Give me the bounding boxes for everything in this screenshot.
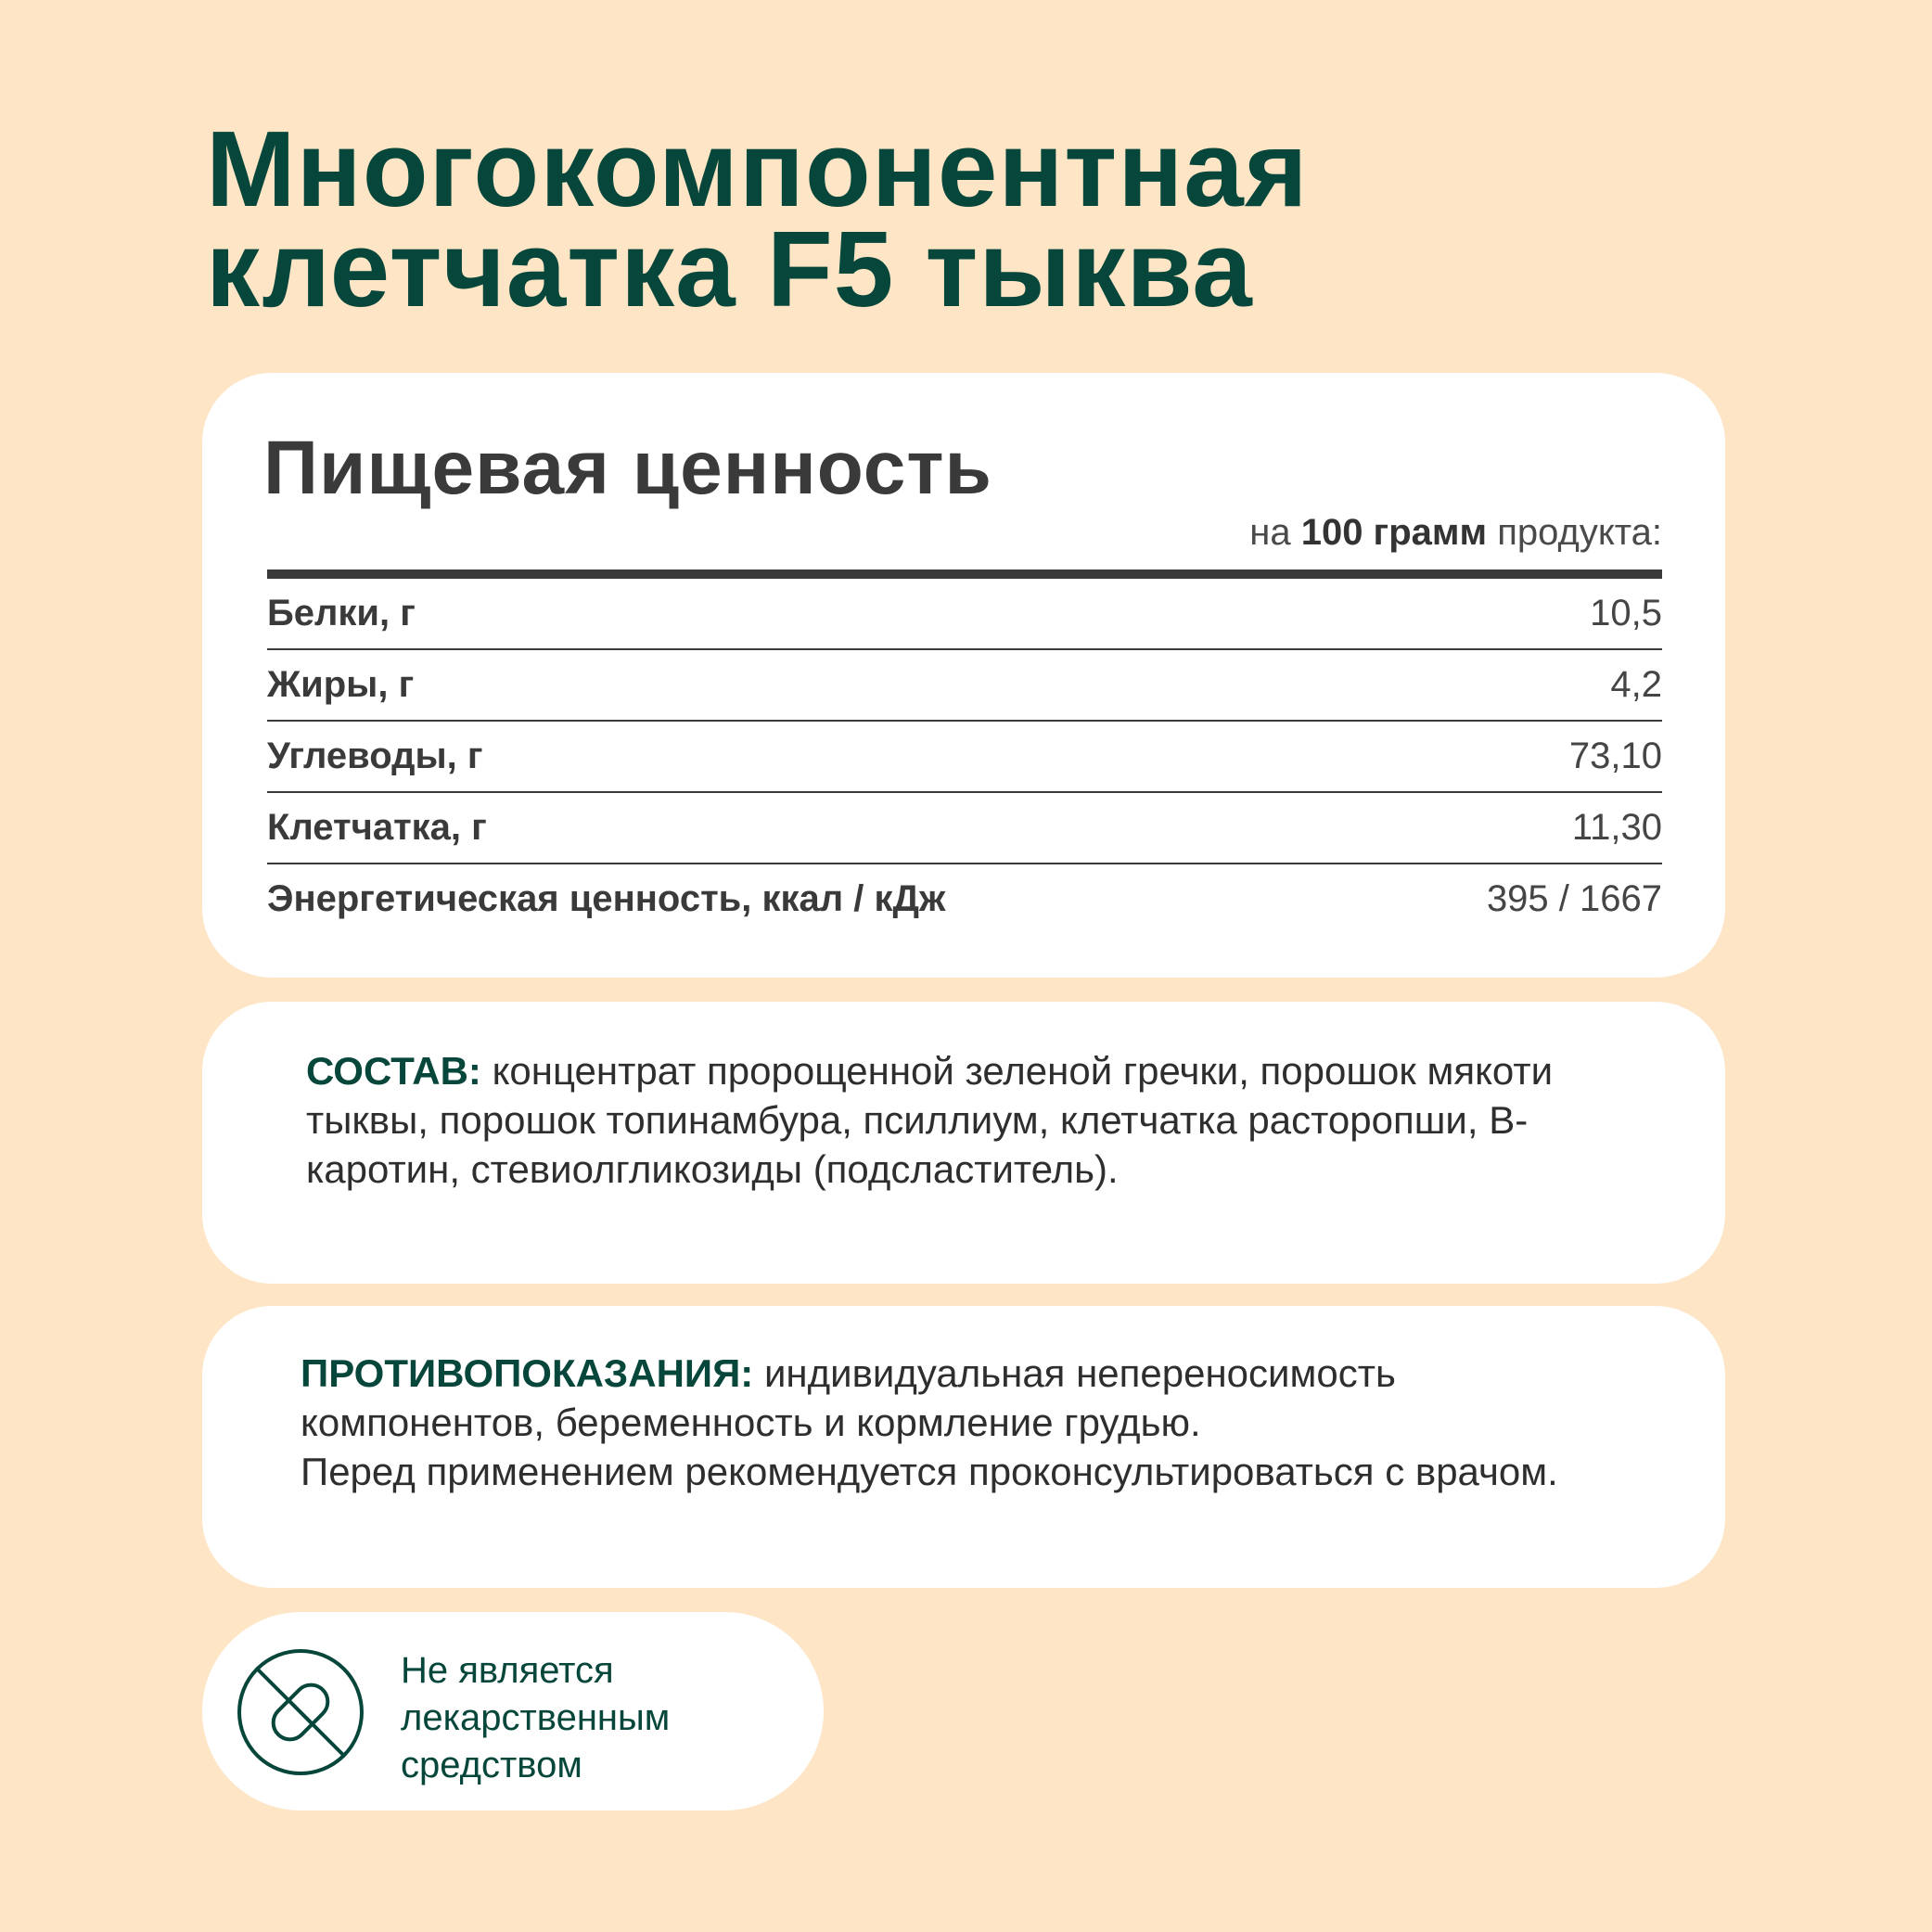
badge-text xyxy=(401,1647,790,1789)
nutrition-row-carbs xyxy=(267,722,1662,793)
nutrition-row-energy xyxy=(267,864,1662,934)
composition-body: концентрат пророщенной зеленой гречки, порошок мякоти тыквы, порошок топинамбура, псиллиум, клетчатка расторопши, B-каротин, стевиолгликозиды (подсластитель). xyxy=(306,1049,1554,1191)
serving-basis-prefix: на xyxy=(1249,512,1291,553)
nutrition-label: Белки, г xyxy=(267,593,416,633)
serving-basis-suffix: продукта: xyxy=(1497,512,1662,553)
not-a-medicine-badge xyxy=(202,1612,824,1810)
product-title xyxy=(206,109,1309,329)
serving-basis-amount: 100 грамм xyxy=(1300,512,1488,553)
nutrition-label: Энергетическая ценность, ккал / кДж xyxy=(267,878,946,919)
nutrition-value: 10,5 xyxy=(1590,593,1662,633)
contraindications-advice: Перед применением рекомендуется проконсультироваться с врачом. xyxy=(301,1450,1558,1493)
nutrition-label: Жиры, г xyxy=(267,664,415,705)
nutrition-value: 395 / 1667 xyxy=(1486,878,1662,919)
nutrition-row-protein xyxy=(267,579,1662,650)
badge-line-3: средством xyxy=(401,1745,582,1785)
nutrition-value: 73,10 xyxy=(1568,736,1662,776)
nutrition-value: 4,2 xyxy=(1610,664,1662,705)
nutrition-table xyxy=(267,569,1662,934)
product-title-line-1: Многокомпонентная xyxy=(206,109,1309,229)
composition-card xyxy=(202,1002,1725,1284)
nutrition-label: Углеводы, г xyxy=(267,736,483,776)
contraindications-lead: ПРОТИВОПОКАЗАНИЯ: xyxy=(301,1351,754,1395)
contraindications-body: индивидуальная непереносимость компонентов, беременность и кормление грудью. xyxy=(301,1351,1396,1444)
no-pill-icon xyxy=(236,1647,365,1777)
nutrition-heading: Пищевая ценность xyxy=(263,426,992,510)
nutrition-label: Клетчатка, г xyxy=(267,807,487,848)
composition-lead: СОСТАВ: xyxy=(306,1049,481,1093)
contraindications-text xyxy=(301,1349,1636,1496)
badge-line-2: лекарственным xyxy=(401,1697,671,1738)
nutrition-value: 11,30 xyxy=(1571,807,1662,848)
serving-basis xyxy=(1249,510,1662,555)
nutrition-row-fiber xyxy=(267,793,1662,864)
nutrition-row-fat xyxy=(267,650,1662,722)
badge-line-1: Не является xyxy=(401,1650,614,1691)
contraindications-card xyxy=(202,1306,1725,1588)
composition-text xyxy=(306,1046,1642,1194)
nutrition-card xyxy=(202,373,1725,978)
product-title-line-2: клетчатка F5 тыква xyxy=(206,209,1253,329)
